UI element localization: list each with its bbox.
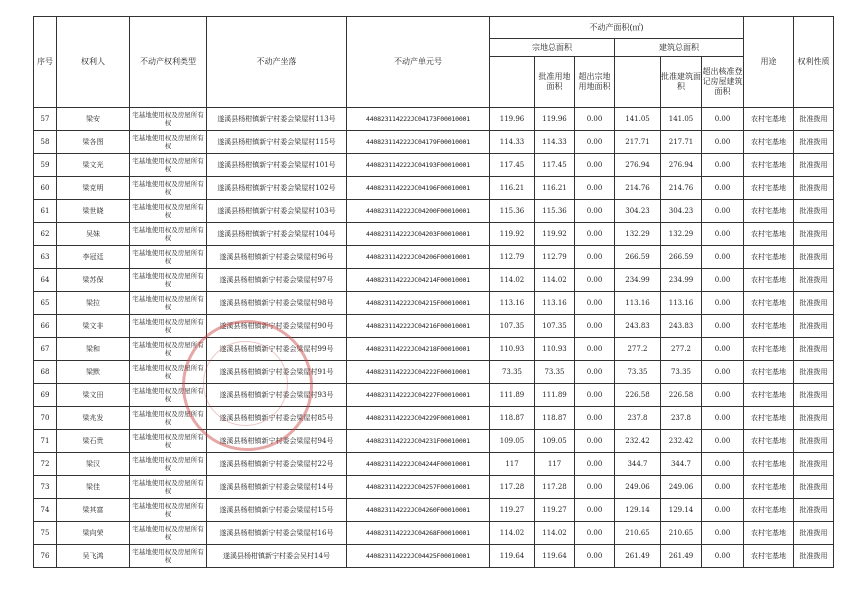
- row-unit-no: 440823114222JC04222F00010001: [347, 361, 490, 384]
- row-use: 农村宅基地: [744, 453, 794, 476]
- row-building-total: 217.71: [615, 131, 661, 154]
- row-nature: 批准拨用: [794, 315, 834, 338]
- row-seq: 70: [34, 407, 57, 430]
- row-building-excess: 0.00: [702, 384, 744, 407]
- row-right-type: 宅基地使用权及房屋所有权: [130, 315, 207, 338]
- row-building-total: 129.14: [615, 499, 661, 522]
- row-location: 遂溪县杨柑镇新宁村委会梁屋村85号: [207, 407, 347, 430]
- row-owner: 梁各图: [57, 131, 130, 154]
- row-nature: 批准拨用: [794, 131, 834, 154]
- row-building-approved: 226.58: [661, 384, 702, 407]
- table-row: [34, 177, 834, 200]
- row-right-type: 宅基地使用权及房屋所有权: [130, 223, 207, 246]
- row-owner: 梁克明: [57, 177, 130, 200]
- registry-table: [33, 16, 834, 568]
- row-unit-no: 440823114222JC04229F00010001: [347, 407, 490, 430]
- row-location: 遂溪县杨柑镇新宁村委会梁屋村101号: [207, 154, 347, 177]
- row-unit-no: 440823114222JC04214F00010001: [347, 269, 490, 292]
- row-building-excess: 0.00: [702, 269, 744, 292]
- table-row: [34, 131, 834, 154]
- row-use: 农村宅基地: [744, 246, 794, 269]
- row-building-excess: 0.00: [702, 177, 744, 200]
- row-location: 遂溪县杨柑镇新宁村委会梁屋村97号: [207, 269, 347, 292]
- table-row: [34, 499, 834, 522]
- row-unit-no: 440823114222JC04203F00010001: [347, 223, 490, 246]
- row-building-approved: 344.7: [661, 453, 702, 476]
- row-land-excess: 0.00: [575, 499, 615, 522]
- row-unit-no: 440823114222JC04215F00010001: [347, 292, 490, 315]
- row-land-approved: 119.92: [535, 223, 575, 246]
- row-unit-no: 440823114222JC04260F00010001: [347, 499, 490, 522]
- row-building-excess: 0.00: [702, 292, 744, 315]
- row-use: 农村宅基地: [744, 407, 794, 430]
- row-owner: 梁安: [57, 108, 130, 131]
- row-land-excess: 0.00: [575, 223, 615, 246]
- row-building-excess: 0.00: [702, 131, 744, 154]
- row-nature: 批准拨用: [794, 246, 834, 269]
- row-right-type: 宅基地使用权及房屋所有权: [130, 545, 207, 568]
- row-seq: 58: [34, 131, 57, 154]
- table-row: [34, 338, 834, 361]
- row-owner: 梁兆发: [57, 407, 130, 430]
- table-row: [34, 407, 834, 430]
- row-nature: 批准拨用: [794, 269, 834, 292]
- row-location: 遂溪县杨柑镇新宁村委会梁屋村104号: [207, 223, 347, 246]
- row-land-excess: 0.00: [575, 338, 615, 361]
- row-building-approved: 73.35: [661, 361, 702, 384]
- row-land-excess: 0.00: [575, 453, 615, 476]
- row-seq: 69: [34, 384, 57, 407]
- row-right-type: 宅基地使用权及房屋所有权: [130, 154, 207, 177]
- row-land-excess: 0.00: [575, 154, 615, 177]
- row-building-approved: 129.14: [661, 499, 702, 522]
- row-land-approved: 112.79: [535, 246, 575, 269]
- table-row: [34, 476, 834, 499]
- header-land-excess: 超出宗地用地面积: [575, 57, 615, 108]
- row-use: 农村宅基地: [744, 384, 794, 407]
- row-unit-no: 440823114222JC04200F00010001: [347, 200, 490, 223]
- row-building-approved: 249.06: [661, 476, 702, 499]
- row-land-total: 109.05: [490, 430, 535, 453]
- row-nature: 批准拨用: [794, 499, 834, 522]
- row-land-total: 111.89: [490, 384, 535, 407]
- row-owner: 梁其富: [57, 499, 130, 522]
- header-area-group: 不动产面积(㎡): [490, 17, 744, 39]
- header-owner: 权利人: [57, 17, 130, 108]
- row-building-excess: 0.00: [702, 453, 744, 476]
- row-land-excess: 0.00: [575, 200, 615, 223]
- row-use: 农村宅基地: [744, 315, 794, 338]
- row-building-total: 276.94: [615, 154, 661, 177]
- row-unit-no: 440823114222JC04227F00010001: [347, 384, 490, 407]
- row-land-excess: 0.00: [575, 384, 615, 407]
- table-row: [34, 200, 834, 223]
- row-location: 遂溪县杨柑镇新宁村委会梁屋村98号: [207, 292, 347, 315]
- row-seq: 64: [34, 269, 57, 292]
- row-building-approved: 132.29: [661, 223, 702, 246]
- row-land-approved: 117.45: [535, 154, 575, 177]
- row-building-excess: 0.00: [702, 407, 744, 430]
- row-seq: 76: [34, 545, 57, 568]
- header-use: 用途: [744, 17, 794, 108]
- row-nature: 批准拨用: [794, 522, 834, 545]
- row-location: 遂溪县杨柑镇新宁村委会梁屋村15号: [207, 499, 347, 522]
- row-land-excess: 0.00: [575, 108, 615, 131]
- header-unit-no: 不动产单元号: [347, 17, 490, 108]
- row-unit-no: 440823114222JC04196F00010001: [347, 177, 490, 200]
- row-nature: 批准拨用: [794, 177, 834, 200]
- row-building-excess: 0.00: [702, 361, 744, 384]
- row-building-total: 214.76: [615, 177, 661, 200]
- row-land-total: 114.33: [490, 131, 535, 154]
- table-row: [34, 430, 834, 453]
- header-nature: 权利性质: [794, 17, 834, 108]
- table-row: [34, 246, 834, 269]
- row-location: 遂溪县杨柑镇新宁村委会梁屋村22号: [207, 453, 347, 476]
- row-right-type: 宅基地使用权及房屋所有权: [130, 108, 207, 131]
- row-location: 遂溪县杨柑镇新宁村委会梁屋村94号: [207, 430, 347, 453]
- table-row: [34, 522, 834, 545]
- row-location: 遂溪县杨柑镇新宁村委会梁屋村102号: [207, 177, 347, 200]
- row-use: 农村宅基地: [744, 338, 794, 361]
- row-land-excess: 0.00: [575, 476, 615, 499]
- row-seq: 62: [34, 223, 57, 246]
- row-use: 农村宅基地: [744, 499, 794, 522]
- row-location: 遂溪县杨柑镇新宁村委会梁屋村115号: [207, 131, 347, 154]
- row-nature: 批准拨用: [794, 154, 834, 177]
- row-land-total: 119.92: [490, 223, 535, 246]
- row-land-approved: 115.36: [535, 200, 575, 223]
- table-row: [34, 269, 834, 292]
- row-land-excess: 0.00: [575, 292, 615, 315]
- row-nature: 批准拨用: [794, 407, 834, 430]
- row-building-total: 237.8: [615, 407, 661, 430]
- row-location: 遂溪县杨柑镇新宁村委会梁屋村99号: [207, 338, 347, 361]
- row-building-approved: 277.2: [661, 338, 702, 361]
- row-seq: 75: [34, 522, 57, 545]
- row-land-excess: 0.00: [575, 430, 615, 453]
- row-seq: 63: [34, 246, 57, 269]
- row-building-excess: 0.00: [702, 315, 744, 338]
- row-building-total: 226.58: [615, 384, 661, 407]
- row-owner: 梁默: [57, 361, 130, 384]
- row-unit-no: 440823114222JC04244F00010001: [347, 453, 490, 476]
- row-use: 农村宅基地: [744, 200, 794, 223]
- row-land-excess: 0.00: [575, 407, 615, 430]
- row-nature: 批准拨用: [794, 338, 834, 361]
- row-building-total: 141.05: [615, 108, 661, 131]
- row-use: 农村宅基地: [744, 269, 794, 292]
- row-unit-no: 440823114222JC04268F00010001: [347, 522, 490, 545]
- header-building-approved: 批准建筑面积: [661, 57, 702, 108]
- row-seq: 65: [34, 292, 57, 315]
- row-building-total: 304.23: [615, 200, 661, 223]
- row-owner: 梁拉: [57, 292, 130, 315]
- row-building-approved: 113.16: [661, 292, 702, 315]
- row-land-approved: 119.64: [535, 545, 575, 568]
- row-unit-no: 440823114222JC04218F00010001: [347, 338, 490, 361]
- row-seq: 60: [34, 177, 57, 200]
- row-right-type: 宅基地使用权及房屋所有权: [130, 292, 207, 315]
- table-row: [34, 453, 834, 476]
- row-land-total: 117: [490, 453, 535, 476]
- row-land-excess: 0.00: [575, 545, 615, 568]
- row-land-total: 118.87: [490, 407, 535, 430]
- row-building-total: 73.35: [615, 361, 661, 384]
- row-right-type: 宅基地使用权及房屋所有权: [130, 269, 207, 292]
- header-land-approved: 批准用地面积: [535, 57, 575, 108]
- row-owner: 梁苏保: [57, 269, 130, 292]
- row-building-total: 132.29: [615, 223, 661, 246]
- row-land-approved: 114.02: [535, 522, 575, 545]
- row-land-total: 112.79: [490, 246, 535, 269]
- row-use: 农村宅基地: [744, 361, 794, 384]
- row-nature: 批准拨用: [794, 476, 834, 499]
- row-land-approved: 116.21: [535, 177, 575, 200]
- row-building-excess: 0.00: [702, 338, 744, 361]
- row-building-excess: 0.00: [702, 200, 744, 223]
- table-row: [34, 108, 834, 131]
- row-seq: 74: [34, 499, 57, 522]
- row-building-approved: 237.8: [661, 407, 702, 430]
- row-land-excess: 0.00: [575, 269, 615, 292]
- row-land-total: 113.16: [490, 292, 535, 315]
- row-location: 遂溪县杨柑镇新宁村委会吴村14号: [207, 545, 347, 568]
- row-location: 遂溪县杨柑镇新宁村委会梁屋村91号: [207, 361, 347, 384]
- row-land-excess: 0.00: [575, 522, 615, 545]
- row-land-approved: 119.27: [535, 499, 575, 522]
- row-building-total: 249.06: [615, 476, 661, 499]
- row-location: 遂溪县杨柑镇新宁村委会梁屋村14号: [207, 476, 347, 499]
- header-building-group: 建筑总面积: [615, 39, 744, 57]
- row-right-type: 宅基地使用权及房屋所有权: [130, 453, 207, 476]
- row-right-type: 宅基地使用权及房屋所有权: [130, 177, 207, 200]
- row-land-approved: 114.33: [535, 131, 575, 154]
- table-body: [34, 108, 834, 568]
- row-owner: 梁文光: [57, 154, 130, 177]
- row-building-approved: 232.42: [661, 430, 702, 453]
- row-right-type: 宅基地使用权及房屋所有权: [130, 476, 207, 499]
- row-seq: 66: [34, 315, 57, 338]
- row-nature: 批准拨用: [794, 292, 834, 315]
- row-seq: 59: [34, 154, 57, 177]
- header-land-group: 宗地总面积: [490, 39, 615, 57]
- row-land-total: 116.21: [490, 177, 535, 200]
- row-nature: 批准拨用: [794, 223, 834, 246]
- row-land-approved: 113.16: [535, 292, 575, 315]
- row-building-excess: 0.00: [702, 246, 744, 269]
- row-land-total: 115.36: [490, 200, 535, 223]
- row-owner: 梁佳: [57, 476, 130, 499]
- row-land-approved: 110.93: [535, 338, 575, 361]
- row-land-excess: 0.00: [575, 177, 615, 200]
- row-land-total: 107.35: [490, 315, 535, 338]
- row-building-approved: 304.23: [661, 200, 702, 223]
- row-building-approved: 243.83: [661, 315, 702, 338]
- table-row: [34, 315, 834, 338]
- row-owner: 梁向荣: [57, 522, 130, 545]
- row-seq: 73: [34, 476, 57, 499]
- row-owner: 吴妹: [57, 223, 130, 246]
- row-use: 农村宅基地: [744, 223, 794, 246]
- row-unit-no: 440823114222JC04173F00010001: [347, 108, 490, 131]
- row-location: 遂溪县杨柑镇新宁村委会梁屋村103号: [207, 200, 347, 223]
- row-right-type: 宅基地使用权及房屋所有权: [130, 200, 207, 223]
- row-land-total: 119.27: [490, 499, 535, 522]
- row-building-excess: 0.00: [702, 223, 744, 246]
- table-row: [34, 223, 834, 246]
- row-right-type: 宅基地使用权及房屋所有权: [130, 338, 207, 361]
- row-owner: 梁文非: [57, 315, 130, 338]
- row-building-excess: 0.00: [702, 499, 744, 522]
- row-right-type: 宅基地使用权及房屋所有权: [130, 384, 207, 407]
- row-right-type: 宅基地使用权及房屋所有权: [130, 246, 207, 269]
- row-building-approved: 141.05: [661, 108, 702, 131]
- row-nature: 批准拨用: [794, 200, 834, 223]
- row-owner: 李冠廷: [57, 246, 130, 269]
- row-building-approved: 266.59: [661, 246, 702, 269]
- table-row: [34, 545, 834, 568]
- row-building-total: 232.42: [615, 430, 661, 453]
- row-use: 农村宅基地: [744, 108, 794, 131]
- row-location: 遂溪县杨柑镇新宁村委会梁屋村90号: [207, 315, 347, 338]
- row-use: 农村宅基地: [744, 292, 794, 315]
- row-right-type: 宅基地使用权及房屋所有权: [130, 499, 207, 522]
- row-unit-no: 440823114222JC04206F00010001: [347, 246, 490, 269]
- row-seq: 67: [34, 338, 57, 361]
- row-right-type: 宅基地使用权及房屋所有权: [130, 522, 207, 545]
- row-land-approved: 107.35: [535, 315, 575, 338]
- row-location: 遂溪县杨柑镇新宁村委会梁屋村113号: [207, 108, 347, 131]
- header-building-excess: 超出核准登记房屋建筑面积: [702, 57, 744, 108]
- row-land-excess: 0.00: [575, 361, 615, 384]
- row-building-excess: 0.00: [702, 522, 744, 545]
- table-row: [34, 384, 834, 407]
- row-use: 农村宅基地: [744, 476, 794, 499]
- row-land-total: 73.35: [490, 361, 535, 384]
- row-use: 农村宅基地: [744, 522, 794, 545]
- row-land-excess: 0.00: [575, 246, 615, 269]
- row-nature: 批准拨用: [794, 361, 834, 384]
- row-land-excess: 0.00: [575, 315, 615, 338]
- row-building-total: 277.2: [615, 338, 661, 361]
- row-land-total: 110.93: [490, 338, 535, 361]
- row-owner: 梁文田: [57, 384, 130, 407]
- row-owner: 吴飞鸿: [57, 545, 130, 568]
- row-right-type: 宅基地使用权及房屋所有权: [130, 131, 207, 154]
- row-building-total: 243.83: [615, 315, 661, 338]
- row-use: 农村宅基地: [744, 131, 794, 154]
- row-owner: 梁和: [57, 338, 130, 361]
- table-row: [34, 292, 834, 315]
- row-use: 农村宅基地: [744, 545, 794, 568]
- row-building-total: 113.16: [615, 292, 661, 315]
- row-land-approved: 119.96: [535, 108, 575, 131]
- row-building-approved: 210.65: [661, 522, 702, 545]
- row-unit-no: 440823114222JC04179F00010001: [347, 131, 490, 154]
- header-land-total: [490, 57, 535, 108]
- row-seq: 61: [34, 200, 57, 223]
- row-owner: 梁世晓: [57, 200, 130, 223]
- row-owner: 梁石贵: [57, 430, 130, 453]
- row-location: 遂溪县杨柑镇新宁村委会梁屋村93号: [207, 384, 347, 407]
- row-building-total: 234.99: [615, 269, 661, 292]
- row-building-total: 261.49: [615, 545, 661, 568]
- row-owner: 梁汉: [57, 453, 130, 476]
- row-building-total: 266.59: [615, 246, 661, 269]
- row-seq: 71: [34, 430, 57, 453]
- header-right-type: 不动产权利类型: [130, 17, 207, 108]
- row-land-excess: 0.00: [575, 131, 615, 154]
- row-building-total: 210.65: [615, 522, 661, 545]
- row-use: 农村宅基地: [744, 430, 794, 453]
- row-location: 遂溪县杨柑镇新宁村委会梁屋村96号: [207, 246, 347, 269]
- row-land-total: 119.64: [490, 545, 535, 568]
- row-land-total: 114.02: [490, 269, 535, 292]
- header-building-total: [615, 57, 661, 108]
- row-land-approved: 114.02: [535, 269, 575, 292]
- row-building-excess: 0.00: [702, 476, 744, 499]
- row-building-approved: 217.71: [661, 131, 702, 154]
- row-land-approved: 111.89: [535, 384, 575, 407]
- table-row: [34, 154, 834, 177]
- row-land-total: 119.96: [490, 108, 535, 131]
- row-building-excess: 0.00: [702, 545, 744, 568]
- row-land-approved: 118.87: [535, 407, 575, 430]
- row-right-type: 宅基地使用权及房屋所有权: [130, 361, 207, 384]
- row-unit-no: 440823114222JC04425F00010001: [347, 545, 490, 568]
- row-building-approved: 234.99: [661, 269, 702, 292]
- row-land-approved: 117: [535, 453, 575, 476]
- header-seq: 序号: [34, 17, 57, 108]
- row-building-approved: 214.76: [661, 177, 702, 200]
- row-building-excess: 0.00: [702, 154, 744, 177]
- row-land-approved: 73.35: [535, 361, 575, 384]
- row-right-type: 宅基地使用权及房屋所有权: [130, 430, 207, 453]
- row-building-excess: 0.00: [702, 430, 744, 453]
- row-seq: 57: [34, 108, 57, 131]
- row-building-approved: 276.94: [661, 154, 702, 177]
- row-unit-no: 440823114222JC04257F00010001: [347, 476, 490, 499]
- row-land-total: 114.02: [490, 522, 535, 545]
- row-use: 农村宅基地: [744, 177, 794, 200]
- row-land-approved: 109.05: [535, 430, 575, 453]
- row-building-approved: 261.49: [661, 545, 702, 568]
- row-use: 农村宅基地: [744, 154, 794, 177]
- row-land-total: 117.28: [490, 476, 535, 499]
- header-location: 不动产坐落: [207, 17, 347, 108]
- row-nature: 批准拨用: [794, 453, 834, 476]
- row-seq: 72: [34, 453, 57, 476]
- row-building-excess: 0.00: [702, 108, 744, 131]
- row-nature: 批准拨用: [794, 545, 834, 568]
- row-land-approved: 117.28: [535, 476, 575, 499]
- row-building-total: 344.7: [615, 453, 661, 476]
- row-seq: 68: [34, 361, 57, 384]
- row-nature: 批准拨用: [794, 430, 834, 453]
- row-unit-no: 440823114222JC04216F00010001: [347, 315, 490, 338]
- row-unit-no: 440823114222JC04193F00010001: [347, 154, 490, 177]
- row-land-total: 117.45: [490, 154, 535, 177]
- table-row: [34, 361, 834, 384]
- row-location: 遂溪县杨柑镇新宁村委会梁屋村16号: [207, 522, 347, 545]
- row-nature: 批准拨用: [794, 108, 834, 131]
- row-right-type: 宅基地使用权及房屋所有权: [130, 407, 207, 430]
- row-unit-no: 440823114222JC04231F00010001: [347, 430, 490, 453]
- row-nature: 批准拨用: [794, 384, 834, 407]
